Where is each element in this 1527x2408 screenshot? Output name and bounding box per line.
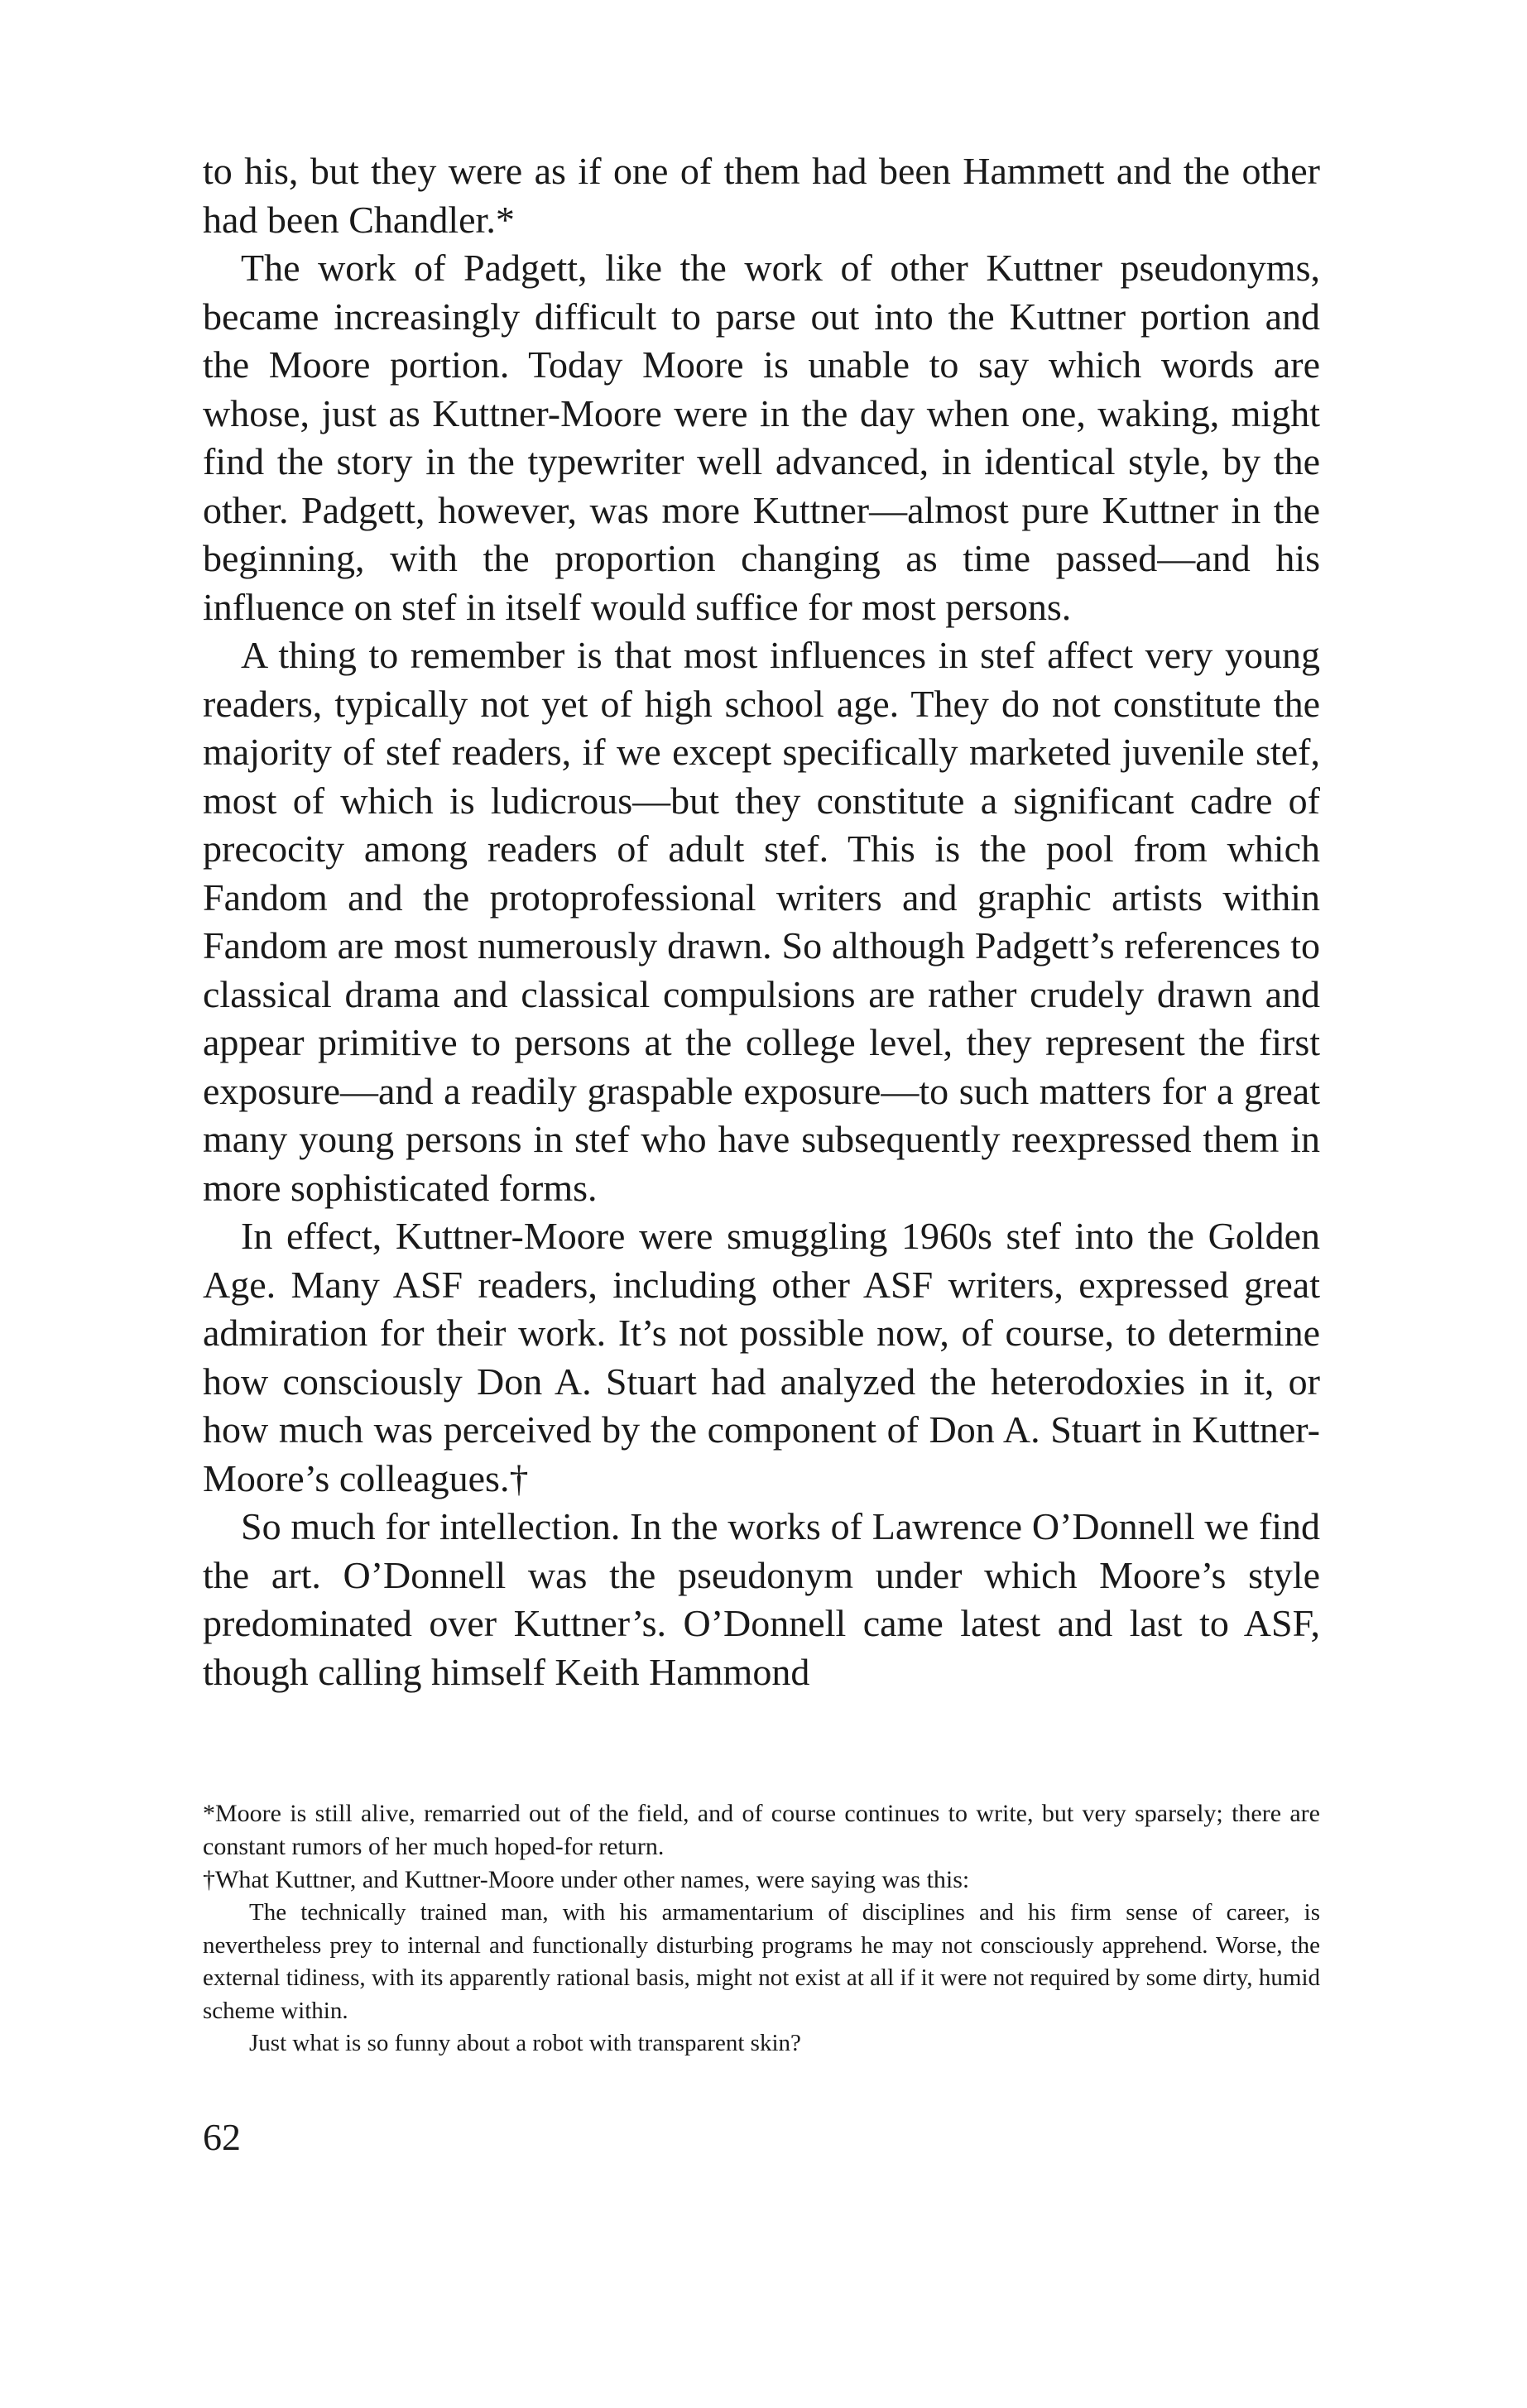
- footnote-dagger: †What Kuttner, and Kuttner-Moore under other names, were saying was this:: [203, 1866, 970, 1893]
- footnote-quote-paragraph-1: The technically trained man, with his armamentarium of disciplines and his firm sense of career, is nevertheless prey to internal and functionally disturbing programs he may not consciously apprehend. Worse, the external tidiness, with its apparently rational basis, might not exist at all if it were not required by some dirty, humid scheme within.: [203, 1899, 1320, 2024]
- paragraph-continuation: to his, but they were as if one of them had been Hammett and the other had been Chandler.*: [203, 150, 1320, 241]
- footnote-quote: [203, 1897, 1320, 2060]
- paragraph-young-readers: A thing to remember is that most influences in stef affect very young readers, typically not yet of high school age. They do not constitute the majority of stef readers, if we except specifically marketed juvenile stef, most of which is ludicrous—but they constitute a significant cadre of precocity among readers of adult stef. This is the pool from which Fandom and the protoprofessional writers and graphic artists within Fandom are most numerously drawn. So although Padgett’s references to classical drama and classical compulsions are rather crudely drawn and appear primitive to persons at the college level, they represent the first exposure—and a readily graspable exposure—to such matters for a great many young persons in stef who have subsequently reexpressed them in more sophisticated forms.: [203, 634, 1320, 1209]
- footnote-star: *Moore is still alive, remarried out of the field, and of course continues to write, but very sparsely; there are constant rumors of her much hoped-for return.: [203, 1800, 1320, 1860]
- footnotes: [203, 1797, 1320, 2060]
- footnote-quote-paragraph-2: Just what is so funny about a robot with transparent skin?: [249, 2030, 801, 2056]
- page-number: 62: [203, 2116, 241, 2158]
- paragraph-odonnell: So much for intellection. In the works of Lawrence O’Donnell we find the art. O’Donnell was the pseudonym under which Moore’s style predominated over Kuttner’s. O’Donnell came latest and last to ASF, though calling himself Keith Hammond: [203, 1505, 1320, 1693]
- paragraph-golden-age: In effect, Kuttner-Moore were smuggling 1960s stef into the Golden Age. Many ASF readers, including other ASF writers, expressed great admiration for their work. It’s not possible now, of course, to determine how consciously Don A. Stuart had analyzed the heterodoxies in it, or how much was perceived by the component of Don A. Stuart in Kuttner-Moore’s colleagues.†: [203, 1215, 1320, 1499]
- body-text: [203, 147, 1320, 1696]
- paragraph-padgett-pseudonyms: The work of Padgett, like the work of other Kuttner pseudonyms, became increasingly difficult to parse out into the Kuttner portion and the Moore portion. Today Moore is unable to say which words are whose, just as Kuttner-Moore were in the day when one, waking, might find the story in the typewriter well advanced, in identical style, by the other. Padgett, however, was more Kuttner—almost pure Kuttner in the beginning, with the proportion changing as time passed—and his influence on stef in itself would suffice for most persons.: [203, 247, 1320, 628]
